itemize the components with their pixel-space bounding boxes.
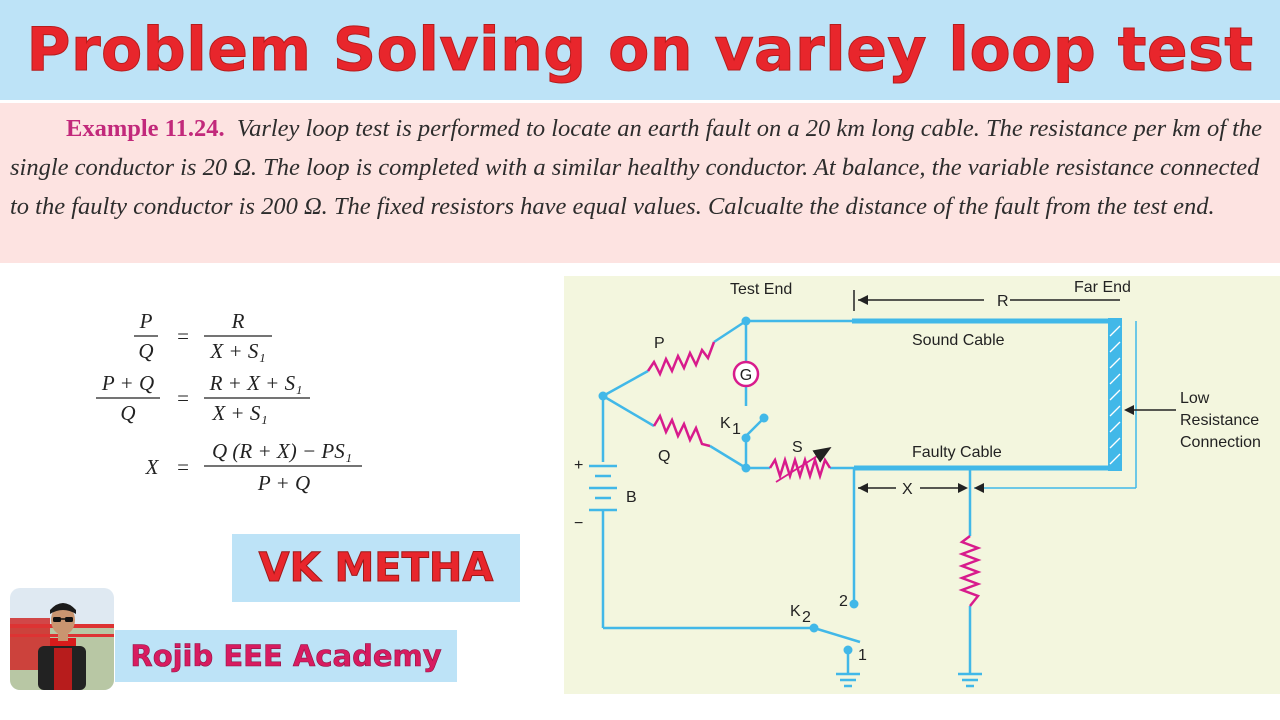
eq1-rhs-den: X + S₁ bbox=[210, 339, 266, 363]
terminal-2-label: 2 bbox=[839, 593, 848, 610]
eq2-lhs-num: P + Q bbox=[101, 371, 155, 395]
r-label: R bbox=[997, 293, 1009, 310]
eq2-rhs-num: R + X + S₁ bbox=[209, 371, 303, 395]
far-arrow bbox=[974, 483, 984, 493]
page-title: Problem Solving on varley loop test bbox=[26, 15, 1254, 85]
equations-svg bbox=[90, 300, 390, 500]
terminal-1-label: 1 bbox=[858, 647, 867, 664]
fault-resistor bbox=[962, 536, 978, 606]
r-arrow-head bbox=[858, 295, 868, 305]
k1-label: K bbox=[720, 415, 731, 432]
avatar-image bbox=[10, 588, 114, 690]
x-arrow-left bbox=[858, 483, 868, 493]
avatar bbox=[10, 588, 114, 690]
g-label: G bbox=[739, 367, 753, 384]
resistor-q bbox=[654, 416, 710, 446]
x-arrow-right bbox=[958, 483, 968, 493]
k1-subscript: 1 bbox=[732, 421, 741, 438]
ground-symbols bbox=[836, 674, 982, 686]
varley-loop-circuit bbox=[564, 276, 1280, 694]
wires bbox=[603, 290, 1136, 674]
eq3-rhs-num: Q (R + X) − PS₁ bbox=[211, 439, 353, 463]
faulty-cable-label: Faulty Cable bbox=[912, 444, 1002, 461]
eq1-rhs-num: R bbox=[231, 309, 245, 333]
author-label: VK METHA bbox=[232, 534, 520, 602]
eq2-equals: = bbox=[177, 386, 189, 410]
example-label: Example 11.24. bbox=[66, 115, 225, 142]
eq1-lhs-den: Q bbox=[138, 339, 154, 363]
circuit-svg bbox=[564, 276, 1280, 694]
eq2-lhs-den: Q bbox=[120, 401, 136, 425]
s-label: S bbox=[792, 439, 803, 456]
test-end-label: Test End bbox=[730, 281, 793, 298]
p-label: P bbox=[654, 335, 665, 352]
plus-label: + bbox=[574, 457, 584, 474]
equations bbox=[90, 300, 390, 500]
problem-statement bbox=[0, 103, 1280, 263]
x-label: X bbox=[902, 481, 913, 498]
sound-cable-label: Sound Cable bbox=[912, 332, 1005, 349]
low-label: Low bbox=[1180, 390, 1210, 407]
channel-label: Rojib EEE Academy bbox=[115, 630, 457, 682]
eq1-equals: = bbox=[177, 324, 189, 348]
k2-subscript: 2 bbox=[802, 609, 811, 626]
title-banner bbox=[0, 0, 1280, 100]
far-end-label: Far End bbox=[1074, 279, 1131, 296]
eq2-rhs-den: X + S₁ bbox=[212, 401, 268, 425]
low-resistance-pointer-head bbox=[1124, 405, 1134, 415]
resistance-label: Resistance bbox=[1180, 412, 1260, 429]
battery bbox=[589, 466, 617, 510]
problem-paragraph bbox=[10, 109, 1270, 226]
problem-text: Varley loop test is performed to locate an earth fault on a 20 km long cable. The resistance per km of the single conductor is 20 Ω. The loop is completed with a similar healthy conductor. At balance, the variable resistance connected to the faulty conductor is 200 Ω. The fixed resistors have equal values. Calcualte the distance of the fault from the test end. bbox=[10, 115, 1263, 220]
connection-label: Connection bbox=[1180, 434, 1261, 451]
b-label: B bbox=[626, 489, 637, 506]
resistor-s bbox=[770, 460, 830, 476]
eq1-lhs-num: P bbox=[139, 309, 153, 333]
eq3-equals: = bbox=[177, 455, 189, 479]
eq3-lhs: X bbox=[145, 455, 159, 479]
nodes bbox=[599, 317, 859, 655]
minus-label: − bbox=[574, 515, 584, 532]
q-label: Q bbox=[658, 448, 671, 465]
eq3-rhs-den: P + Q bbox=[257, 471, 311, 495]
k2-label: K bbox=[790, 603, 801, 620]
